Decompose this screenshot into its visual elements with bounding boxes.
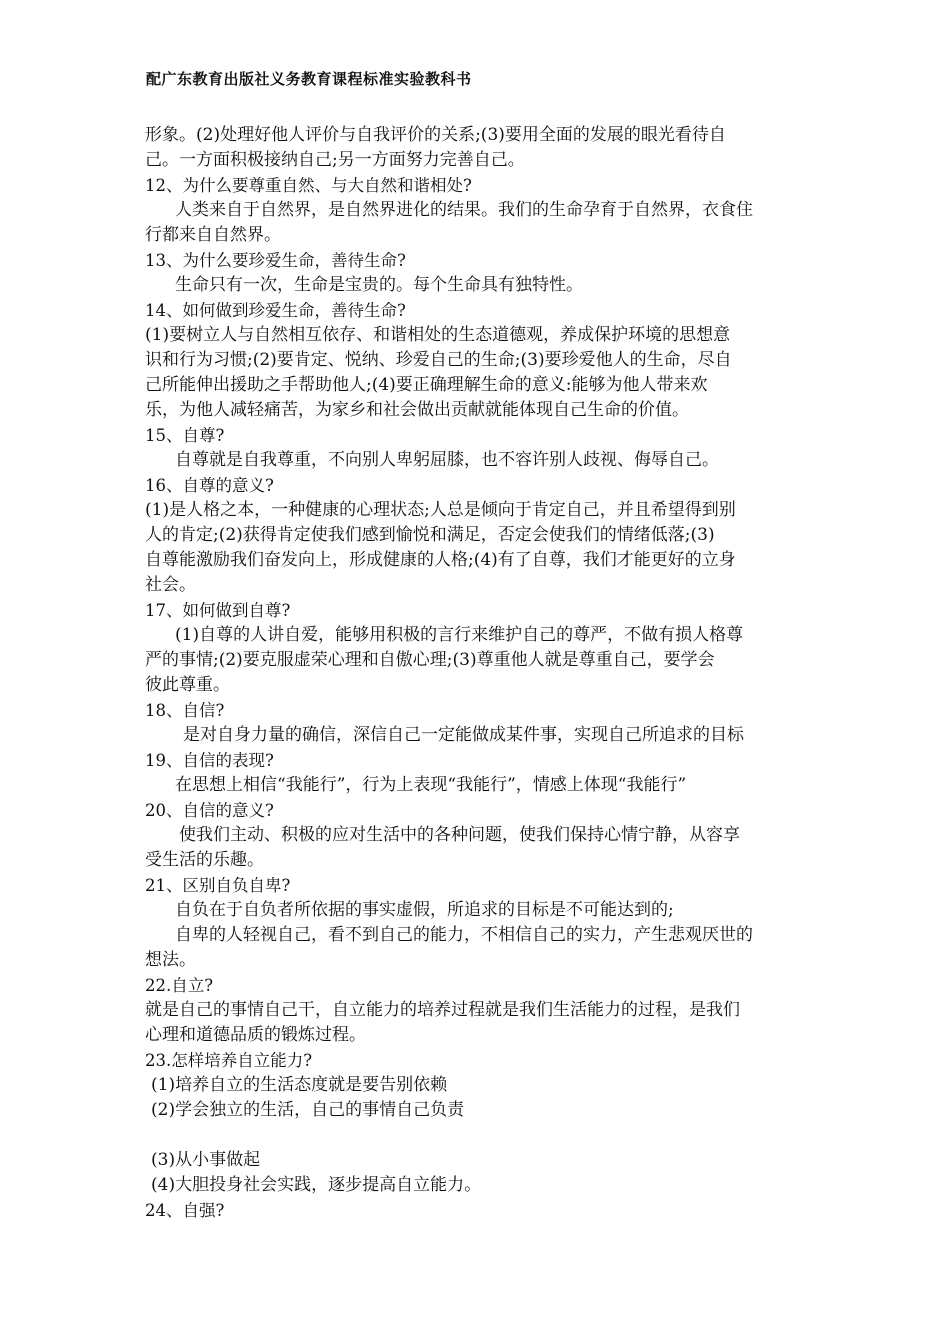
answer-line: 行都来自自然界。 [145,225,281,245]
question-heading: 14、如何做到珍爱生命，善待生命? [145,301,406,320]
question-heading: 24、自强? [145,1201,225,1220]
list-item: (3)从小事做起 [151,1150,261,1170]
answer-line: 想法。 [145,950,196,970]
list-item: (1)培养自立的生活态度就是要告别依赖 [151,1075,448,1095]
blank-line [145,1123,810,1148]
answer-line: 己所能伸出援助之手帮助他人;(4)要正确理解生命的意义:能够为他人带来欢 [145,375,708,395]
answer-line: 生命只有一次，生命是宝贵的。每个生命具有独特性。 [175,275,583,295]
document-body [145,123,810,1223]
answer-line: 使我们主动、积极的应对生活中的各种问题，使我们保持心情宁静，从容享 [179,825,740,845]
question-heading: 20、自信的意义? [145,801,274,820]
question-heading: 17、如何做到自尊? [145,601,291,620]
answer-line: (1)自尊的人讲自爱，能够用积极的言行来维护自己的尊严，不做有损人格尊 [175,625,744,645]
question-heading: 16、自尊的意义? [145,476,274,495]
question-heading: 23.怎样培养自立能力? [145,1051,313,1070]
question-heading: 22.自立? [145,976,214,995]
answer-line: (1)要树立人与自然相互依存、和谐相处的生态道德观，养成保护环境的思想意 [145,325,731,345]
question-heading: 13、为什么要珍爱生命，善待生命? [145,251,406,270]
text-line: 己。一方面积极接纳自己;另一方面努力完善自己。 [145,150,525,170]
answer-line: 自尊能激励我们奋发向上，形成健康的人格;(4)有了自尊，我们才能更好的立身 [145,550,736,570]
answer-line: 是对自身力量的确信，深信自己一定能做成某件事，实现自己所追求的目标 [183,725,744,745]
question-heading: 21、区别自负自卑? [145,876,291,895]
list-item: (2)学会独立的生活，自己的事情自己负责 [151,1100,465,1120]
answer-line: 乐，为他人减轻痛苦，为家乡和社会做出贡献就能体现自己生命的价值。 [145,400,689,420]
answer-line: 彼此尊重。 [145,675,230,695]
answer-line: 自负在于自负者所依据的事实虚假，所追求的目标是不可能达到的; [175,900,674,920]
answer-line: 受生活的乐趣。 [145,850,264,870]
answer-line: 心理和道德品质的锻炼过程。 [145,1025,366,1045]
answer-line: 自尊就是自我尊重，不向别人卑躬屈膝，也不容许别人歧视、侮辱自己。 [175,450,719,470]
answer-line: 严的事情;(2)要克服虚荣心理和自傲心理;(3)尊重他人就是尊重自己，要学会 [145,650,715,670]
answer-line: 自卑的人轻视自己，看不到自己的能力，不相信自己的实力，产生悲观厌世的 [175,925,753,945]
list-item: (4)大胆投身社会实践，逐步提高自立能力。 [151,1175,482,1195]
answer-line: 识和行为习惯;(2)要肯定、悦纳、珍爱自己的生命;(3)要珍爱他人的生命，尽自 [145,350,732,370]
page-header: 配广东教育出版社义务教育课程标准实验教科书 [146,70,472,88]
answer-line: 社会。 [145,575,196,595]
question-heading: 19、自信的表现? [145,751,274,770]
answer-line: (1)是人格之本，一种健康的心理状态;人总是倾向于肯定自己，并且希望得到别 [145,500,736,520]
answer-line: 在思想上相信“我能行”，行为上表现“我能行”，情感上体现“我能行” [175,775,687,795]
answer-line: 人的肯定;(2)获得肯定使我们感到愉悦和满足，否定会使我们的情绪低落;(3) [145,525,715,545]
question-heading: 18、自信? [145,701,225,720]
text-line: 形象。(2)处理好他人评价与自我评价的关系;(3)要用全面的发展的眼光看待自 [145,125,726,145]
answer-line: 就是自己的事情自己干，自立能力的培养过程就是我们生活能力的过程，是我们 [145,1000,740,1020]
question-heading: 12、为什么要尊重自然、与大自然和谐相处? [145,176,472,195]
question-heading: 15、自尊? [145,426,225,445]
answer-line: 人类来自于自然界，是自然界进化的结果。我们的生命孕育于自然界，衣食住 [175,200,753,220]
